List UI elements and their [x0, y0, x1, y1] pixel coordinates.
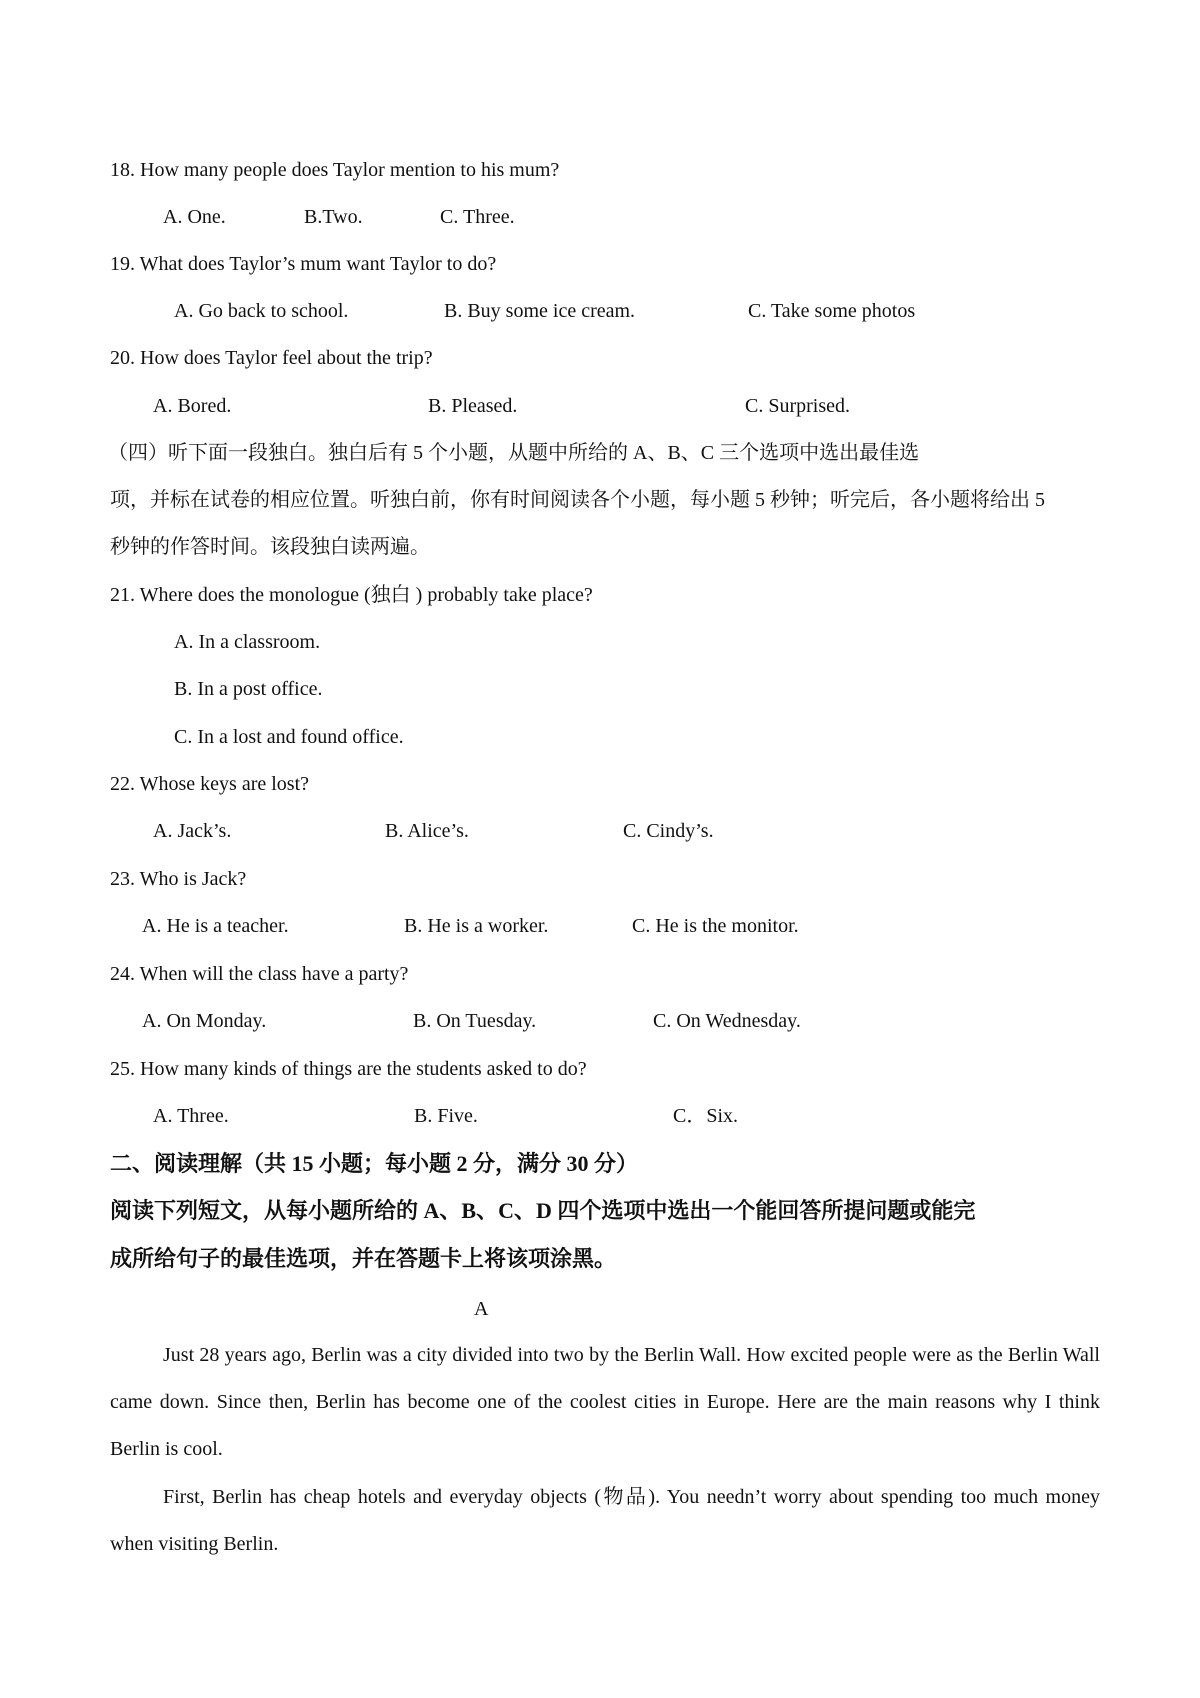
- section-4-instructions-line-2: 项，并标在试卷的相应位置。听独白前，你有时间阅读各个小题，每小题 5 秒钟；听完后，各小题将给出 5: [110, 489, 1045, 511]
- passage-paragraph-2: First, Berlin has cheap hotels and everyday objects (物品). You needn’t worry about spending too much money when visiting Berlin.: [110, 1486, 1100, 1555]
- question-22-option-a: A. Jack’s.: [153, 820, 232, 842]
- question-25-stem: 25. How many kinds of things are the students asked to do?: [110, 1058, 587, 1080]
- question-24-stem: 24. When will the class have a party?: [110, 963, 409, 985]
- question-20-option-b: B. Pleased.: [428, 395, 518, 417]
- question-19-option-c: C. Take some photos: [748, 300, 916, 322]
- question-18-stem: 18. How many people does Taylor mention to his mum?: [110, 159, 560, 181]
- question-25-option-b: B. Five.: [414, 1105, 478, 1127]
- passage-label: A: [474, 1298, 489, 1320]
- question-23-option-b: B. He is a worker.: [404, 915, 549, 937]
- reading-instructions-line-2: 成所给句子的最佳选项，并在答题卡上将该项涂黑。: [110, 1246, 617, 1271]
- question-25-option-c: C．Six.: [673, 1105, 739, 1127]
- question-19-option-a: A. Go back to school.: [174, 300, 349, 322]
- question-24-option-b: B. On Tuesday.: [413, 1010, 537, 1032]
- question-25-option-a: A. Three.: [153, 1105, 229, 1127]
- question-24-option-c: C. On Wednesday.: [653, 1010, 801, 1032]
- question-23-stem: 23. Who is Jack?: [110, 868, 247, 890]
- reading-instructions-line-1: 阅读下列短文，从每小题所给的 A、B、C、D 四个选项中选出一个能回答所提问题或能完: [110, 1198, 976, 1223]
- reading-section-heading: 二、阅读理解（共 15 小题；每小题 2 分，满分 30 分）: [110, 1151, 639, 1176]
- question-18-option-c: C. Three.: [440, 206, 515, 228]
- question-18-option-a: A. One.: [163, 206, 226, 228]
- question-23-option-a: A. He is a teacher.: [142, 915, 289, 937]
- question-18-option-b: B.Two.: [304, 206, 363, 228]
- question-22-stem: 22. Whose keys are lost?: [110, 773, 310, 795]
- question-23-option-c: C. He is the monitor.: [632, 915, 799, 937]
- question-19-option-b: B. Buy some ice cream.: [444, 300, 636, 322]
- question-21-option-a: A. In a classroom.: [174, 631, 321, 653]
- question-22-option-c: C. Cindy’s.: [623, 820, 714, 842]
- passage-paragraph-1: Just 28 years ago, Berlin was a city divided into two by the Berlin Wall. How excited people were as the Berlin Wall came down. Since then, Berlin has become one of the coolest cities in Europe. Here are the main reasons why I think Berlin is cool.: [110, 1344, 1100, 1460]
- question-19-stem: 19. What does Taylor’s mum want Taylor to do?: [110, 253, 497, 275]
- question-21-option-b: B. In a post office.: [174, 678, 323, 700]
- question-21-stem: 21. Where does the monologue (独白 ) probably take place?: [110, 584, 593, 606]
- section-4-instructions-line-1: （四）听下面一段独白。独白后有 5 个小题，从题中所给的 A、B、C 三个选项中选出最佳选: [108, 442, 920, 464]
- question-21-option-c: C. In a lost and found office.: [174, 726, 404, 748]
- question-24-option-a: A. On Monday.: [142, 1010, 267, 1032]
- question-22-option-b: B. Alice’s.: [385, 820, 469, 842]
- question-20-option-a: A. Bored.: [153, 395, 232, 417]
- question-20-option-c: C. Surprised.: [745, 395, 850, 417]
- question-20-stem: 20. How does Taylor feel about the trip?: [110, 347, 433, 369]
- section-4-instructions-line-3: 秒钟的作答时间。该段独白读两遍。: [110, 536, 430, 558]
